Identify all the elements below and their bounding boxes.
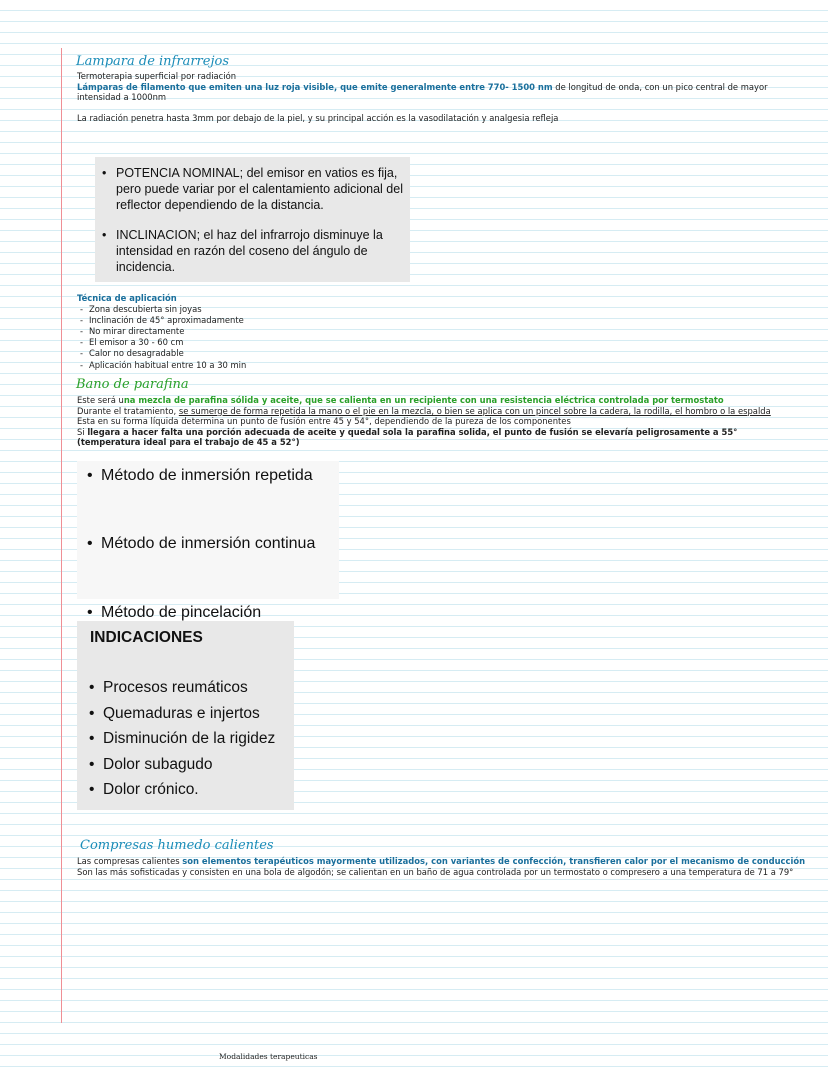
section-title-parafina: Bano de parafina (76, 377, 189, 392)
list-item: • Dolor crónico. (89, 777, 275, 803)
list-item: - Inclinación de 45° aproximadamente (77, 315, 246, 326)
list-item: - Calor no desagradable (77, 348, 246, 359)
tecnica-block (77, 293, 246, 371)
compresas-line-1-bold: son elementos terapéuticos mayormente utilizados, con variantes de confección, transfieren calor por el mecanismo de conducción (182, 856, 806, 866)
section-parafina-body (77, 395, 807, 448)
list-item: - No mirar directamente (77, 326, 246, 337)
parafina-line-2-underlined: se sumerge de forma repetida la mano o el pie en la mezcla, o bien se aplica con un pincel sobre la cadera, la rodilla, el hombro o la espalda (178, 405, 771, 416)
slide-item: • Método de inmersión continua (87, 535, 349, 553)
parafina-line-4 (77, 427, 807, 438)
slide-item: • Método de pincelación (87, 604, 349, 622)
indicaciones-title: INDICACIONES (90, 629, 203, 646)
list-item: - Zona descubierta sin joyas (77, 304, 246, 315)
list-item: - El emisor a 30 - 60 cm (77, 337, 246, 348)
slide-item: • INCLINACION; el haz del infrarrojo disminuye la intensidad en razón del coseno del ángulo de incidencia. (102, 227, 404, 275)
compresas-line-2: Son las más sofisticadas y consisten en una bola de algodón; se calientan en un baño de agua controlada por un termostato o compresero a una temperatura de 71 a 79° (77, 866, 794, 877)
slide-indicaciones (77, 621, 294, 810)
list-item: • Dolor subagudo (89, 752, 275, 778)
margin-line (61, 48, 62, 1023)
section-title-compresas: Compresas humedo calientes (80, 838, 274, 853)
parafina-line-1-pre: Este será u (77, 395, 124, 405)
parafina-line-4-bold: llegara a hacer falta una porción adecuada de aceite y quedal sola la parafina solida, el punto de fusión se elevaría peligrosamente a 55° (87, 426, 738, 437)
compresas-line-1 (77, 856, 812, 867)
slide-item: • POTENCIA NOMINAL; del emisor en vatios es fija, pero puede variar por el calentamiento adicional del reflector dependiendo de la distancia. (102, 165, 404, 213)
parafina-line-1-green: na mezcla de parafina sólida y aceite, que se calienta en un recipiente con una resistencia eléctrica controlada por termostato (123, 395, 724, 405)
subtitle: Termoterapia superficial por radiación (77, 71, 237, 81)
slide-item: • Método de inmersión repetida (87, 467, 349, 485)
section-infrarrojos-body (77, 71, 807, 123)
filamento-rest: de longitud de onda, con un pico central de mayor intensidad a 1000nm (77, 81, 768, 103)
tecnica-title: Técnica de aplicación (77, 293, 177, 303)
section-title-infrarrojos: Lampara de infrarrejos (76, 54, 229, 69)
parafina-line-4-pre: Si (77, 426, 88, 437)
parafina-line-3: Esta en su forma líquida determina un punto de fusión entre 45 y 54°, dependiendo de la pureza de los componentes (77, 416, 571, 427)
parafina-line-5: (temperatura ideal para el trabajo de 45 a 52°) (77, 437, 300, 448)
list-item: • Disminución de la rigidez (89, 726, 275, 752)
page-footer: Modalidades terapeuticas (219, 1052, 318, 1061)
list-item: • Procesos reumáticos (89, 675, 275, 701)
parafina-line-1 (77, 395, 807, 406)
paragraph-radiacion: La radiación penetra hasta 3mm por debajo de la piel, y su principal acción es la vasodilatación y analgesia refleja (77, 112, 559, 123)
list-item: - Aplicación habitual entre 10 a 30 min (77, 360, 246, 371)
filamento-bold: Lámparas de filamento que emiten una luz roja visible, que emite generalmente entre 770- 1500 nm (77, 81, 553, 92)
paragraph-filamento (77, 82, 807, 103)
indicaciones-list (89, 675, 275, 803)
slide-infrarrojo-params (95, 157, 410, 282)
compresas-line-1-pre: Las compresas calientes (77, 856, 183, 866)
parafina-line-2 (77, 406, 807, 417)
list-item: • Quemaduras e injertos (89, 701, 275, 727)
section-compresas-body (77, 856, 812, 877)
parafina-line-2-pre: Durante el tratamiento, (77, 405, 179, 416)
tecnica-list (77, 304, 246, 371)
slide-metodos (77, 461, 339, 621)
